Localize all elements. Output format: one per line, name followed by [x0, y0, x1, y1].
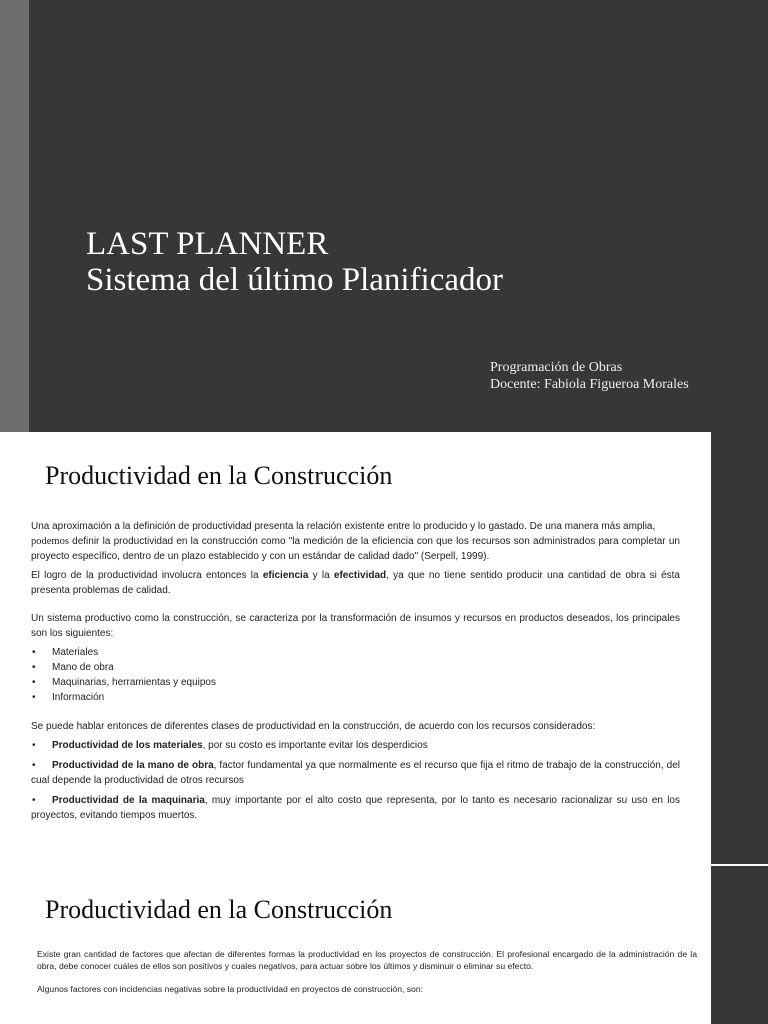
paragraph-classes: Se puede hablar entonces de diferentes clases de productividad en la construcción, de acuerdo con los recursos considerados:	[31, 721, 596, 732]
side-accent-strip	[0, 0, 29, 432]
paragraph-achievement: El logro de la productividad involucra entonces la eficiencia y la efectividad, ya que no tiene sentido producir una cantidad de obra si ésta presenta problemas de calidad.	[31, 570, 680, 596]
slide-title: Productividad en la Construcción	[45, 461, 393, 490]
paragraph-definition: Una aproximación a la definición de productividad presenta la relación existente entre lo producido y lo gastado. De una manera más amplia, podemos definir la productividad en la construcción como "la medición de la eficiencia con que los recursos son administrados para completar un proyecto específico, dentro de un plazo establecido y con un estándar de calidad dado" (Serpell, 1999).	[31, 521, 680, 562]
right-accent-bar	[711, 432, 768, 864]
paragraph-system: Un sistema productivo como la construcción, se caracteriza por la transformación de insumos y recursos en productos deseados, los principales son los siguientes:	[31, 613, 680, 639]
productivity-type-item: • Productividad de los materiales, por su costo es importante evitar los desperdicios	[32, 740, 428, 751]
productivity-type-item: • Productividad de la maquinaria, muy importante por el alto costo que representa, por lo tanto es necesario racionalizar su uso en los proyectos, evitando tiempos muertos.	[31, 795, 680, 821]
paragraph-negative-factors: Algunos factores con incidencias negativas sobre la productividad en proyectos de construcción, son:	[37, 984, 423, 994]
course-name: Programación de Obras	[490, 360, 623, 375]
presentation-title	[86, 226, 503, 298]
title-line-1: LAST PLANNER	[86, 226, 329, 262]
right-accent-bar	[711, 866, 768, 1024]
resource-list	[31, 645, 680, 705]
productivity-slide-2	[0, 864, 768, 1024]
slide-body	[37, 948, 697, 1006]
productivity-type-item: • Productividad de la mano de obra, factor fundamental ya que normalmente es el recurso que fija el ritmo de trabajo de la construcción, del cual depende la productividad de otros recursos	[31, 760, 680, 786]
title-slide	[0, 0, 768, 432]
title-line-2: Sistema del último Planificador	[86, 262, 504, 298]
slide-title: Productividad en la Construcción	[45, 895, 393, 924]
teacher-name: Docente: Fabiola Figueroa Morales	[490, 377, 689, 392]
list-item: • Materiales	[32, 647, 99, 658]
paragraph-factors: Existe gran cantidad de factores que afectan de diferentes formas la productividad en los proyectos de construcción. El profesional encargado de la administración de la obra, debe conocer cuáles de ellos son positivos y cuales negativos, para actuar sobre los últimos y disminuir o eliminar su efecto.	[37, 949, 697, 971]
list-item: • Mano de obra	[32, 662, 114, 673]
subtitle-block	[490, 359, 689, 393]
list-item: • Maquinarias, herramientas y equipos	[32, 677, 216, 688]
slide-body	[31, 519, 680, 828]
list-item: • Información	[32, 692, 105, 703]
productivity-slide-1	[0, 432, 768, 864]
